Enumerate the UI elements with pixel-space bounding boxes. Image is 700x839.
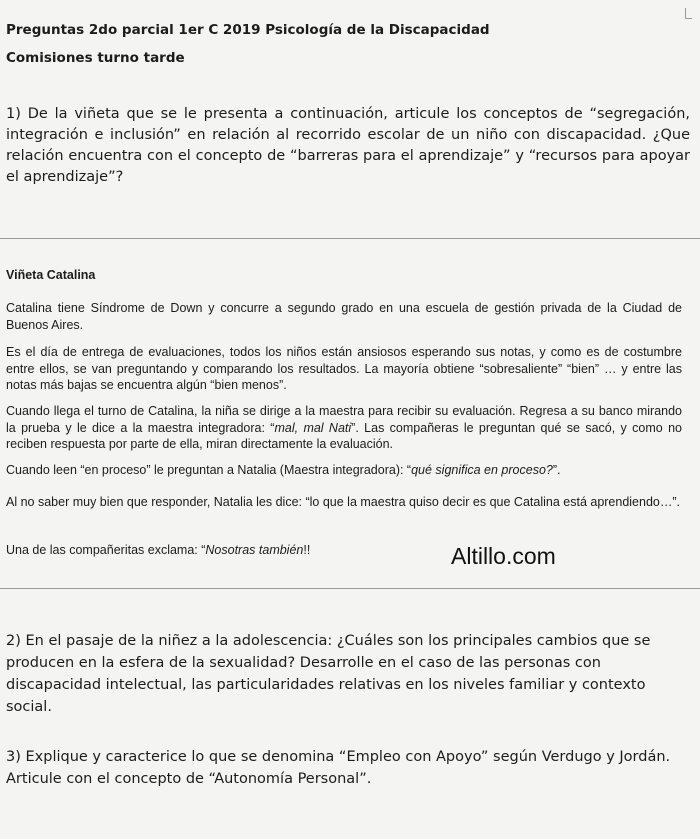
document-subtitle: Comisiones turno tarde xyxy=(6,50,185,66)
vignette-paragraph-4-text-a: Cuando leen “en proceso” le preguntan a Natalia (Maestra integradora): “ xyxy=(6,463,412,477)
vignette-paragraph-4-text-b: ”. xyxy=(552,463,561,477)
vignette-paragraph-1: Catalina tiene Síndrome de Down y concurre a segundo grado en una escuela de gestión privada de la Ciudad de Buenos Aires. xyxy=(6,301,682,332)
vignette-paragraph-6-quote: Nosotras también xyxy=(205,543,304,557)
document-title: Preguntas 2do parcial 1er C 2019 Psicología de la Discapacidad xyxy=(6,22,490,38)
vignette-paragraph-2: Es el día de entrega de evaluaciones, todos los niños están ansiosos esperando sus notas, y como es de costumbre entre ellos, se van preguntando y comparando los resultados. La mayoría obtiene “sobresaliente” “bien” … y entre las notas más bajas se encuentra algún “bien menos”. xyxy=(6,345,682,392)
vignette-paragraph-3-text-a: Cuando llega el turno de Catalina, la niña se dirige a la maestra para recibir su evaluación. Regresa a su banco mirando la prueba y le dice a la maestra integradora: “ xyxy=(6,404,682,435)
vignette-paragraph-3-text-b: ”. Las compañeras le preguntan qué se sacó, y como no reciben respuesta por parte de ella, miran directamente la evaluación. xyxy=(6,420,682,451)
question-1: 1) De la viñeta que se le presenta a continuación, articule los conceptos de “segregación, integración e inclusión” en relación al recorrido escolar de un niño con discapacidad. ¿Que relación encuentra con el concepto de “barreras para el aprendizaje” y “recursos para apoyar el aprendizaje”? xyxy=(6,106,690,185)
vignette-paragraph-6 xyxy=(6,542,446,559)
vignette-paragraph-6-text-b: !! xyxy=(303,543,311,557)
question-2: 2) En el pasaje de la niñez a la adolescencia: ¿Cuáles son los principales cambios que se producen en la esfera de la sexualidad? Desarrolle en el caso de las personas con discapacidad intelectual, las particularidades relativas en los niveles familiar y contexto social. xyxy=(6,633,651,715)
vignette-paragraph-6-text-a: Una de las compañeritas exclama: “ xyxy=(6,543,206,557)
page-corner-mark xyxy=(685,8,692,19)
vignette-paragraph-4 xyxy=(6,462,682,479)
question-3: 3) Explique y caracterice lo que se denomina “Empleo con Apoyo” según Verdugo y Jordán. Articule con el concepto de “Autonomía Personal”. xyxy=(6,749,671,787)
vignette-paragraph-3-quote: mal, mal Nati xyxy=(274,420,352,435)
vignette-title: Viñeta Catalina xyxy=(6,268,96,282)
vignette-paragraph-4-quote: qué significa en proceso? xyxy=(411,463,553,477)
vignette-paragraph-3 xyxy=(6,403,682,453)
watermark-text: Altillo.com xyxy=(451,543,556,569)
divider-bottom xyxy=(0,588,700,589)
divider-top xyxy=(0,238,700,239)
vignette-paragraph-5: Al no saber muy bien que responder, Natalia les dice: “lo que la maestra quiso decir es que Catalina está aprendiendo…”. xyxy=(6,495,681,509)
